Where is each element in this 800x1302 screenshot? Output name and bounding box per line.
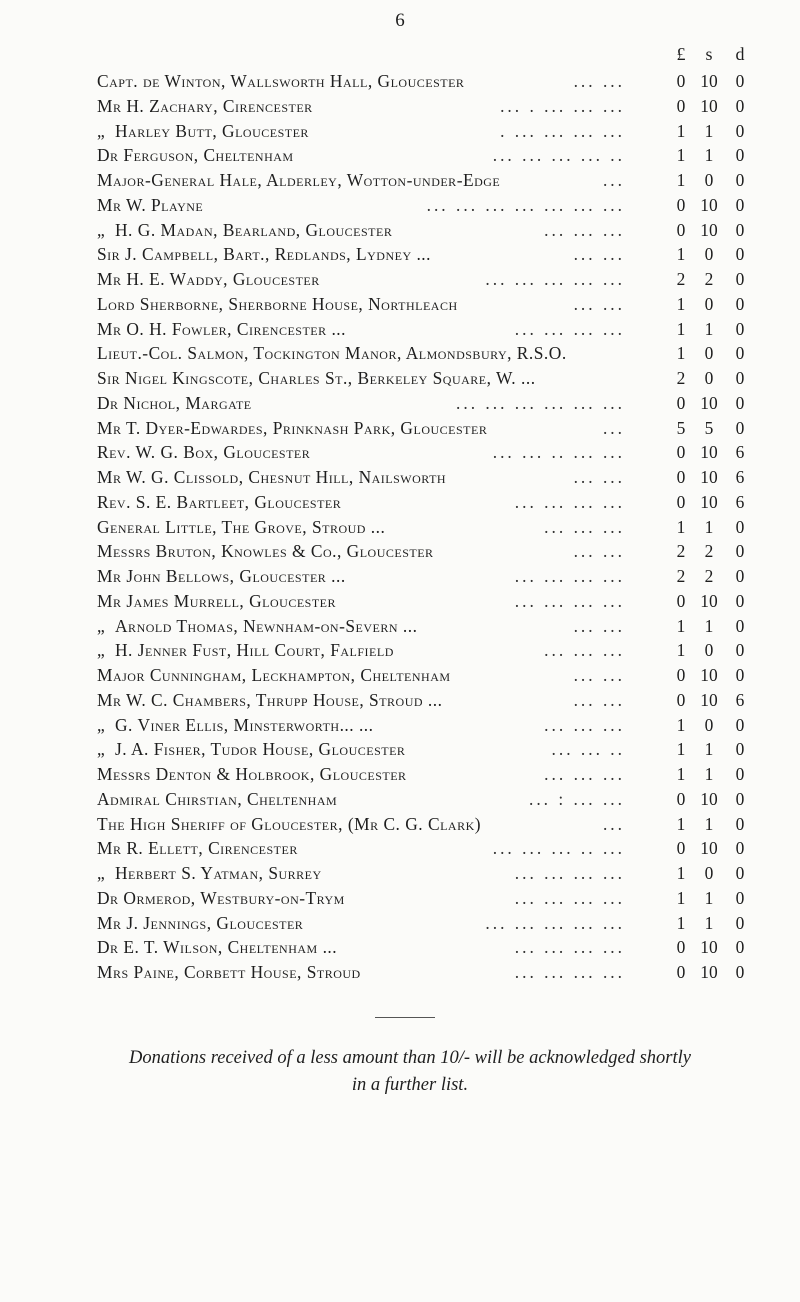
pounds-value: 0	[676, 392, 686, 413]
dot-leader: ... ... ... ... ... ...	[456, 392, 625, 413]
pence-value: 6	[735, 467, 745, 487]
dot-leader: ...	[602, 813, 625, 834]
dot-leader: ... ... ..	[551, 739, 625, 760]
shillings-value: 10	[700, 194, 718, 215]
shillings-value: 1	[704, 145, 714, 166]
subscriber-name: Rev. S. E. Bartleet, Gloucester	[97, 491, 342, 512]
pounds-value: 1	[676, 640, 686, 661]
subscriber-name: Major Cunningham, Leckhampton, Cheltenham	[97, 665, 451, 685]
subscriber-name: Lord Sherborne, Sherborne House, Northleach	[97, 293, 458, 314]
list-item	[0, 465, 800, 490]
dot-leader: ... ... ... ... ...	[485, 269, 625, 289]
footnote-line-2: in a further list.	[351, 1075, 469, 1095]
shillings-value: 1	[704, 764, 714, 784]
subscriber-name: Rev. W. G. Box, Gloucester	[97, 442, 311, 463]
pence-value: 0	[735, 95, 745, 116]
pence-value: 0	[735, 145, 745, 166]
pence-value: 0	[735, 714, 745, 735]
ditto-mark: „	[97, 219, 105, 240]
subscriber-name: Messrs Denton & Holbrook, Gloucester	[97, 764, 407, 784]
dot-leader: ... ... ... ...	[514, 863, 625, 883]
pounds-value: 1	[676, 739, 686, 760]
pence-value: 0	[735, 293, 745, 314]
list-item	[0, 836, 800, 861]
subscriber-name: Admiral Chirstian, Cheltenham	[97, 788, 338, 809]
dot-leader: ... ... ... ... ... ... ...	[426, 194, 625, 215]
pounds-value: 0	[676, 219, 686, 240]
dot-leader: ... ... ... .. ...	[492, 838, 625, 859]
dot-leader: ... ... ... ... ..	[492, 145, 625, 166]
subscriber-name: J. A. Fisher, Tudor House, Gloucester	[115, 739, 406, 760]
subscription-list	[0, 69, 800, 985]
footnote	[100, 1045, 720, 1099]
pounds-value: 1	[676, 813, 686, 834]
dot-leader: ... ...	[573, 615, 625, 636]
shillings-value: 2	[704, 541, 714, 562]
list-item	[0, 688, 800, 713]
subscriber-name: Mr H. Zachary, Cirencester	[97, 95, 313, 116]
dot-leader: ... ... ... ...	[514, 566, 625, 586]
list-item	[0, 416, 800, 441]
subscriber-name: Mr John Bellows, Gloucester ...	[97, 566, 346, 586]
dot-leader: ... ...	[573, 541, 625, 562]
pence-value: 0	[735, 516, 745, 537]
pounds-value: 0	[676, 788, 686, 809]
pence-value: 0	[735, 269, 745, 289]
pounds-value: 1	[676, 343, 686, 364]
subscriber-name: Dr E. T. Wilson, Cheltenham ...	[97, 937, 338, 958]
subscriber-name: Dr Ferguson, Cheltenham	[97, 145, 294, 166]
dot-leader: ... ... ...	[544, 764, 625, 784]
list-item	[0, 440, 800, 465]
shillings-value: 0	[704, 640, 714, 661]
pounds-value: 2	[676, 269, 686, 289]
pounds-value: 2	[676, 541, 686, 562]
pounds-value: 1	[676, 863, 686, 883]
pence-value: 0	[735, 392, 745, 413]
subscriber-name: Sir J. Campbell, Bart., Redlands, Lydney ...	[97, 244, 432, 265]
shillings-value: 0	[704, 293, 714, 314]
dot-leader: ... ...	[573, 293, 625, 314]
shillings-value: 10	[700, 590, 718, 611]
pounds-value: 0	[676, 590, 686, 611]
subscriber-name: Mr J. Jennings, Gloucester	[97, 912, 304, 933]
pence-value: 0	[735, 368, 745, 388]
pounds-value: 1	[676, 145, 686, 166]
pence-value: 0	[735, 566, 745, 586]
subscriber-name: Capt. de Winton, Wallsworth Hall, Gloucester	[97, 71, 465, 91]
pounds-value: 0	[676, 491, 686, 512]
subscriber-name: Mr T. Dyer-Edwardes, Prinknash Park, Gloucester	[97, 417, 488, 438]
shillings-value: 10	[700, 788, 718, 809]
pence-value: 6	[735, 442, 745, 463]
pounds-value: 0	[676, 71, 686, 91]
shillings-value: 10	[700, 689, 718, 710]
ditto-mark: „	[97, 640, 105, 661]
pounds-value: 1	[676, 120, 686, 141]
pounds-value: 0	[676, 689, 686, 710]
pence-value: 0	[735, 788, 745, 809]
shillings-value: 10	[700, 962, 718, 982]
list-item	[0, 193, 800, 218]
pounds-value: 1	[676, 764, 686, 784]
dot-leader: ...	[602, 417, 625, 438]
pence-value: 0	[735, 937, 745, 958]
list-item	[0, 94, 800, 119]
pence-value: 0	[735, 71, 745, 91]
pounds-value: 1	[676, 244, 686, 265]
pounds-value: 0	[676, 95, 686, 116]
list-item	[0, 663, 800, 688]
shillings-value: 1	[704, 120, 714, 141]
subscriber-name: Mr R. Ellett, Cirencester	[97, 838, 298, 859]
list-item	[0, 960, 800, 985]
list-item	[0, 490, 800, 515]
pounds-value: 2	[676, 368, 686, 388]
ditto-mark: „	[97, 615, 105, 636]
pence-value: 0	[735, 739, 745, 760]
shillings-value: 10	[700, 442, 718, 463]
pence-value: 0	[735, 962, 745, 982]
list-item	[0, 787, 800, 812]
divider-rule	[375, 1017, 435, 1018]
list-item	[0, 218, 800, 243]
shillings-value: 0	[704, 170, 714, 190]
pence-value: 0	[735, 170, 745, 190]
subscriber-name: Harley Butt, Gloucester	[115, 120, 309, 141]
ditto-mark: „	[97, 863, 105, 883]
list-item	[0, 812, 800, 837]
subscriber-name: Lieut.-Col. Salmon, Tockington Manor, Almondsbury, R.S.O.	[97, 343, 567, 364]
subscriber-name: Mr James Murrell, Gloucester	[97, 590, 336, 611]
list-item	[0, 762, 800, 787]
shillings-value: 1	[704, 318, 714, 339]
pounds-value: 0	[676, 467, 686, 487]
pence-value: 0	[735, 813, 745, 834]
list-item	[0, 366, 800, 391]
pounds-value: 1	[676, 318, 686, 339]
list-item	[0, 267, 800, 292]
subscriber-name: Sir Nigel Kingscote, Charles St., Berkeley Square, W. ...	[97, 368, 536, 388]
dot-leader: ... ...	[573, 665, 625, 685]
subscriber-name: Herbert S. Yatman, Surrey	[115, 863, 322, 883]
dot-leader: ... ... ... ... ...	[485, 912, 625, 933]
dot-leader: ... . ... ... ...	[500, 95, 625, 116]
list-item	[0, 638, 800, 663]
pence-value: 0	[735, 219, 745, 240]
subscriber-name: Mr W. G. Clissold, Chesnut Hill, Nailsworth	[97, 467, 447, 487]
pounds-value: 1	[676, 714, 686, 735]
shillings-value: 1	[704, 912, 714, 933]
dot-leader: ... ... ... ...	[514, 962, 625, 982]
list-item	[0, 886, 800, 911]
dot-leader: ... : ... ...	[528, 788, 625, 809]
list-item	[0, 143, 800, 168]
list-item	[0, 292, 800, 317]
shillings-value: 10	[700, 838, 718, 859]
shillings-value: 10	[700, 392, 718, 413]
pence-value: 0	[735, 665, 745, 685]
ditto-mark: „	[97, 714, 105, 735]
dot-leader: ... ... ... ...	[514, 887, 625, 908]
subscriber-name: Dr Ormerod, Westbury-on-Trym	[97, 887, 345, 908]
shillings-value: 1	[704, 615, 714, 636]
shillings-value: 1	[704, 813, 714, 834]
list-item	[0, 515, 800, 540]
list-item	[0, 539, 800, 564]
list-item	[0, 242, 800, 267]
pence-value: 0	[735, 640, 745, 661]
pence-value: 0	[735, 318, 745, 339]
list-item	[0, 564, 800, 589]
pounds-value: 1	[676, 887, 686, 908]
pence-value: 6	[735, 689, 745, 710]
shillings-value: 1	[704, 516, 714, 537]
dot-leader: ... ... ... ...	[514, 590, 625, 611]
subscriber-name: General Little, The Grove, Stroud ...	[97, 516, 386, 537]
list-item	[0, 614, 800, 639]
pence-value: 0	[735, 615, 745, 636]
pence-value: 0	[735, 120, 745, 141]
subscriber-name: Arnold Thomas, Newnham-on-Severn ...	[115, 615, 418, 636]
subscriber-name: Mr H. E. Waddy, Gloucester	[97, 269, 320, 289]
pounds-column-header: £	[676, 44, 686, 64]
pence-value: 0	[735, 194, 745, 215]
footnote-line-1: Donations received of a less amount than 10/- will be acknowledged shortly	[129, 1048, 691, 1068]
subscriber-name: H. Jenner Fust, Hill Court, Falfield	[115, 640, 394, 661]
dot-leader: ... ...	[573, 71, 625, 91]
pence-value: 0	[735, 863, 745, 883]
shillings-column-header: s	[705, 44, 713, 64]
shillings-value: 10	[700, 491, 718, 512]
list-item	[0, 713, 800, 738]
ditto-mark: „	[97, 120, 105, 141]
ditto-mark: „	[97, 739, 105, 760]
pence-value: 0	[735, 590, 745, 611]
shillings-value: 10	[700, 665, 718, 685]
dot-leader: ... ... ...	[544, 219, 625, 240]
subscriber-name: Messrs Bruton, Knowles & Co., Gloucester	[97, 541, 434, 562]
shillings-value: 0	[704, 714, 714, 735]
shillings-value: 5	[704, 417, 714, 438]
shillings-value: 10	[700, 71, 718, 91]
dot-leader: ... ... ...	[544, 516, 625, 537]
pence-value: 0	[735, 244, 745, 265]
list-item	[0, 168, 800, 193]
subscriber-name: Dr Nichol, Margate	[97, 392, 252, 413]
pence-value: 0	[735, 417, 745, 438]
dot-leader: ... ... ...	[544, 714, 625, 735]
subscriber-name: H. G. Madan, Bearland, Gloucester	[115, 219, 393, 240]
list-item	[0, 119, 800, 144]
pounds-value: 1	[676, 615, 686, 636]
shillings-value: 0	[704, 368, 714, 388]
dot-leader: . ... ... ... ...	[500, 120, 625, 141]
pounds-value: 2	[676, 566, 686, 586]
shillings-value: 10	[700, 95, 718, 116]
subscriber-name: Mr W. C. Chambers, Thrupp House, Stroud ...	[97, 689, 443, 710]
pounds-value: 0	[676, 442, 686, 463]
pounds-value: 0	[676, 838, 686, 859]
dot-leader: ... ... ... ...	[514, 491, 625, 512]
dot-leader: ... ...	[573, 467, 625, 487]
list-item	[0, 589, 800, 614]
subscriber-name: The High Sheriff of Gloucester, (Mr C. G. Clark)	[97, 813, 482, 834]
dot-leader: ... ... .. ... ...	[492, 442, 625, 463]
subscriber-name: Mr W. Playne	[97, 194, 204, 215]
shillings-value: 1	[704, 739, 714, 760]
list-item	[0, 911, 800, 936]
shillings-value: 1	[704, 887, 714, 908]
shillings-value: 10	[700, 467, 718, 487]
dot-leader: ...	[602, 170, 625, 190]
list-item	[0, 391, 800, 416]
subscriber-name: G. Viner Ellis, Minsterworth... ...	[115, 714, 374, 735]
list-item	[0, 317, 800, 342]
pence-value: 0	[735, 541, 745, 562]
shillings-value: 2	[704, 566, 714, 586]
pounds-value: 0	[676, 194, 686, 215]
pence-value: 0	[735, 764, 745, 784]
shillings-value: 0	[704, 343, 714, 364]
list-item	[0, 341, 800, 366]
pounds-value: 5	[676, 417, 686, 438]
dot-leader: ... ...	[573, 244, 625, 265]
pounds-value: 1	[676, 912, 686, 933]
list-item	[0, 69, 800, 94]
subscriber-name: Major-General Hale, Alderley, Wotton-under-Edge	[97, 170, 501, 190]
pence-value: 0	[735, 887, 745, 908]
pence-column-header: d	[735, 44, 745, 64]
subscriber-name: Mr O. H. Fowler, Cirencester ...	[97, 318, 347, 339]
pounds-value: 0	[676, 937, 686, 958]
pounds-value: 0	[676, 665, 686, 685]
shillings-value: 10	[700, 937, 718, 958]
list-item	[0, 935, 800, 960]
dot-leader: ... ... ... ...	[514, 318, 625, 339]
list-item	[0, 861, 800, 886]
dot-leader: ... ... ...	[544, 640, 625, 661]
pounds-value: 0	[676, 962, 686, 982]
pence-value: 0	[735, 838, 745, 859]
pence-value: 0	[735, 912, 745, 933]
dot-leader: ... ...	[573, 689, 625, 710]
subscriber-name: Mrs Paine, Corbett House, Stroud	[97, 962, 361, 982]
dot-leader: ... ... ... ...	[514, 937, 625, 958]
shillings-value: 0	[704, 863, 714, 883]
page-number: 6	[395, 10, 405, 31]
pounds-value: 1	[676, 516, 686, 537]
shillings-value: 0	[704, 244, 714, 265]
shillings-value: 10	[700, 219, 718, 240]
shillings-value: 2	[704, 269, 714, 289]
pounds-value: 1	[676, 293, 686, 314]
pence-value: 0	[735, 343, 745, 364]
pounds-value: 1	[676, 170, 686, 190]
pence-value: 6	[735, 491, 745, 512]
list-item	[0, 737, 800, 762]
